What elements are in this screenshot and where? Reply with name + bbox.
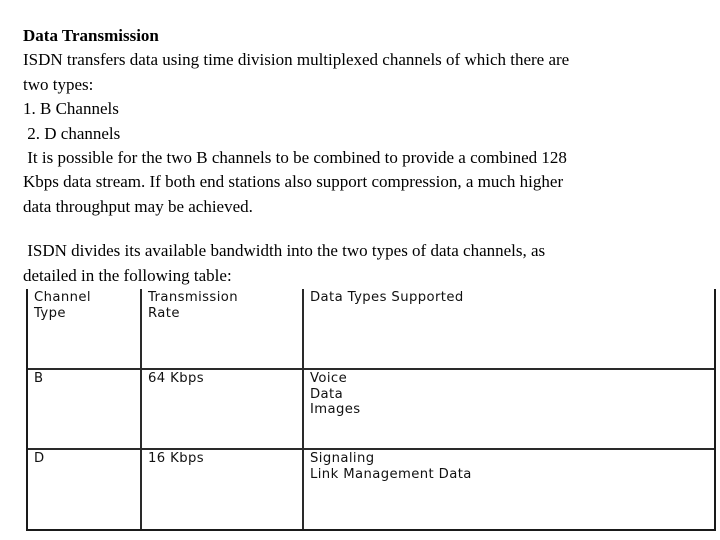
paragraph-line: ISDN divides its available bandwidth into the two types of data channels, as bbox=[23, 241, 546, 261]
list-item-b-channels: 1. B Channels bbox=[23, 99, 119, 119]
cell-data-types: Voice Data Images bbox=[303, 369, 714, 449]
channel-table bbox=[28, 289, 714, 529]
paragraph-line: detailed in the following table: bbox=[23, 265, 232, 285]
intro-text-line: ISDN transfers data using time division multiplexed channels of which there are bbox=[23, 50, 570, 70]
channel-table-frame bbox=[26, 289, 716, 531]
header-transmission-rate: Transmission Rate bbox=[141, 289, 303, 369]
cell-channel-type: D bbox=[28, 449, 141, 529]
header-data-types: Data Types Supported bbox=[303, 289, 714, 369]
list-item-d-channels: 2. D channels bbox=[23, 123, 121, 143]
paragraph-line: It is possible for the two B channels to be combined to provide a combined 128 bbox=[23, 148, 567, 168]
cell-rate: 16 Kbps bbox=[141, 449, 303, 529]
table-header-row bbox=[28, 289, 714, 369]
paragraph-line: Kbps data stream. If both end stations also support compression, a much higher bbox=[23, 172, 564, 192]
table-row bbox=[28, 449, 714, 529]
cell-channel-type: B bbox=[28, 369, 141, 449]
header-channel-type: Channel Type bbox=[28, 289, 141, 369]
paragraph-spacer bbox=[23, 219, 703, 239]
section-title: Data Transmission bbox=[23, 26, 159, 45]
table-row bbox=[28, 369, 714, 449]
document-body bbox=[23, 24, 703, 288]
paragraph-line: data throughput may be achieved. bbox=[23, 196, 253, 216]
intro-text-line: two types: bbox=[23, 74, 94, 94]
cell-rate: 64 Kbps bbox=[141, 369, 303, 449]
cell-data-types: Signaling Link Management Data bbox=[303, 449, 714, 529]
